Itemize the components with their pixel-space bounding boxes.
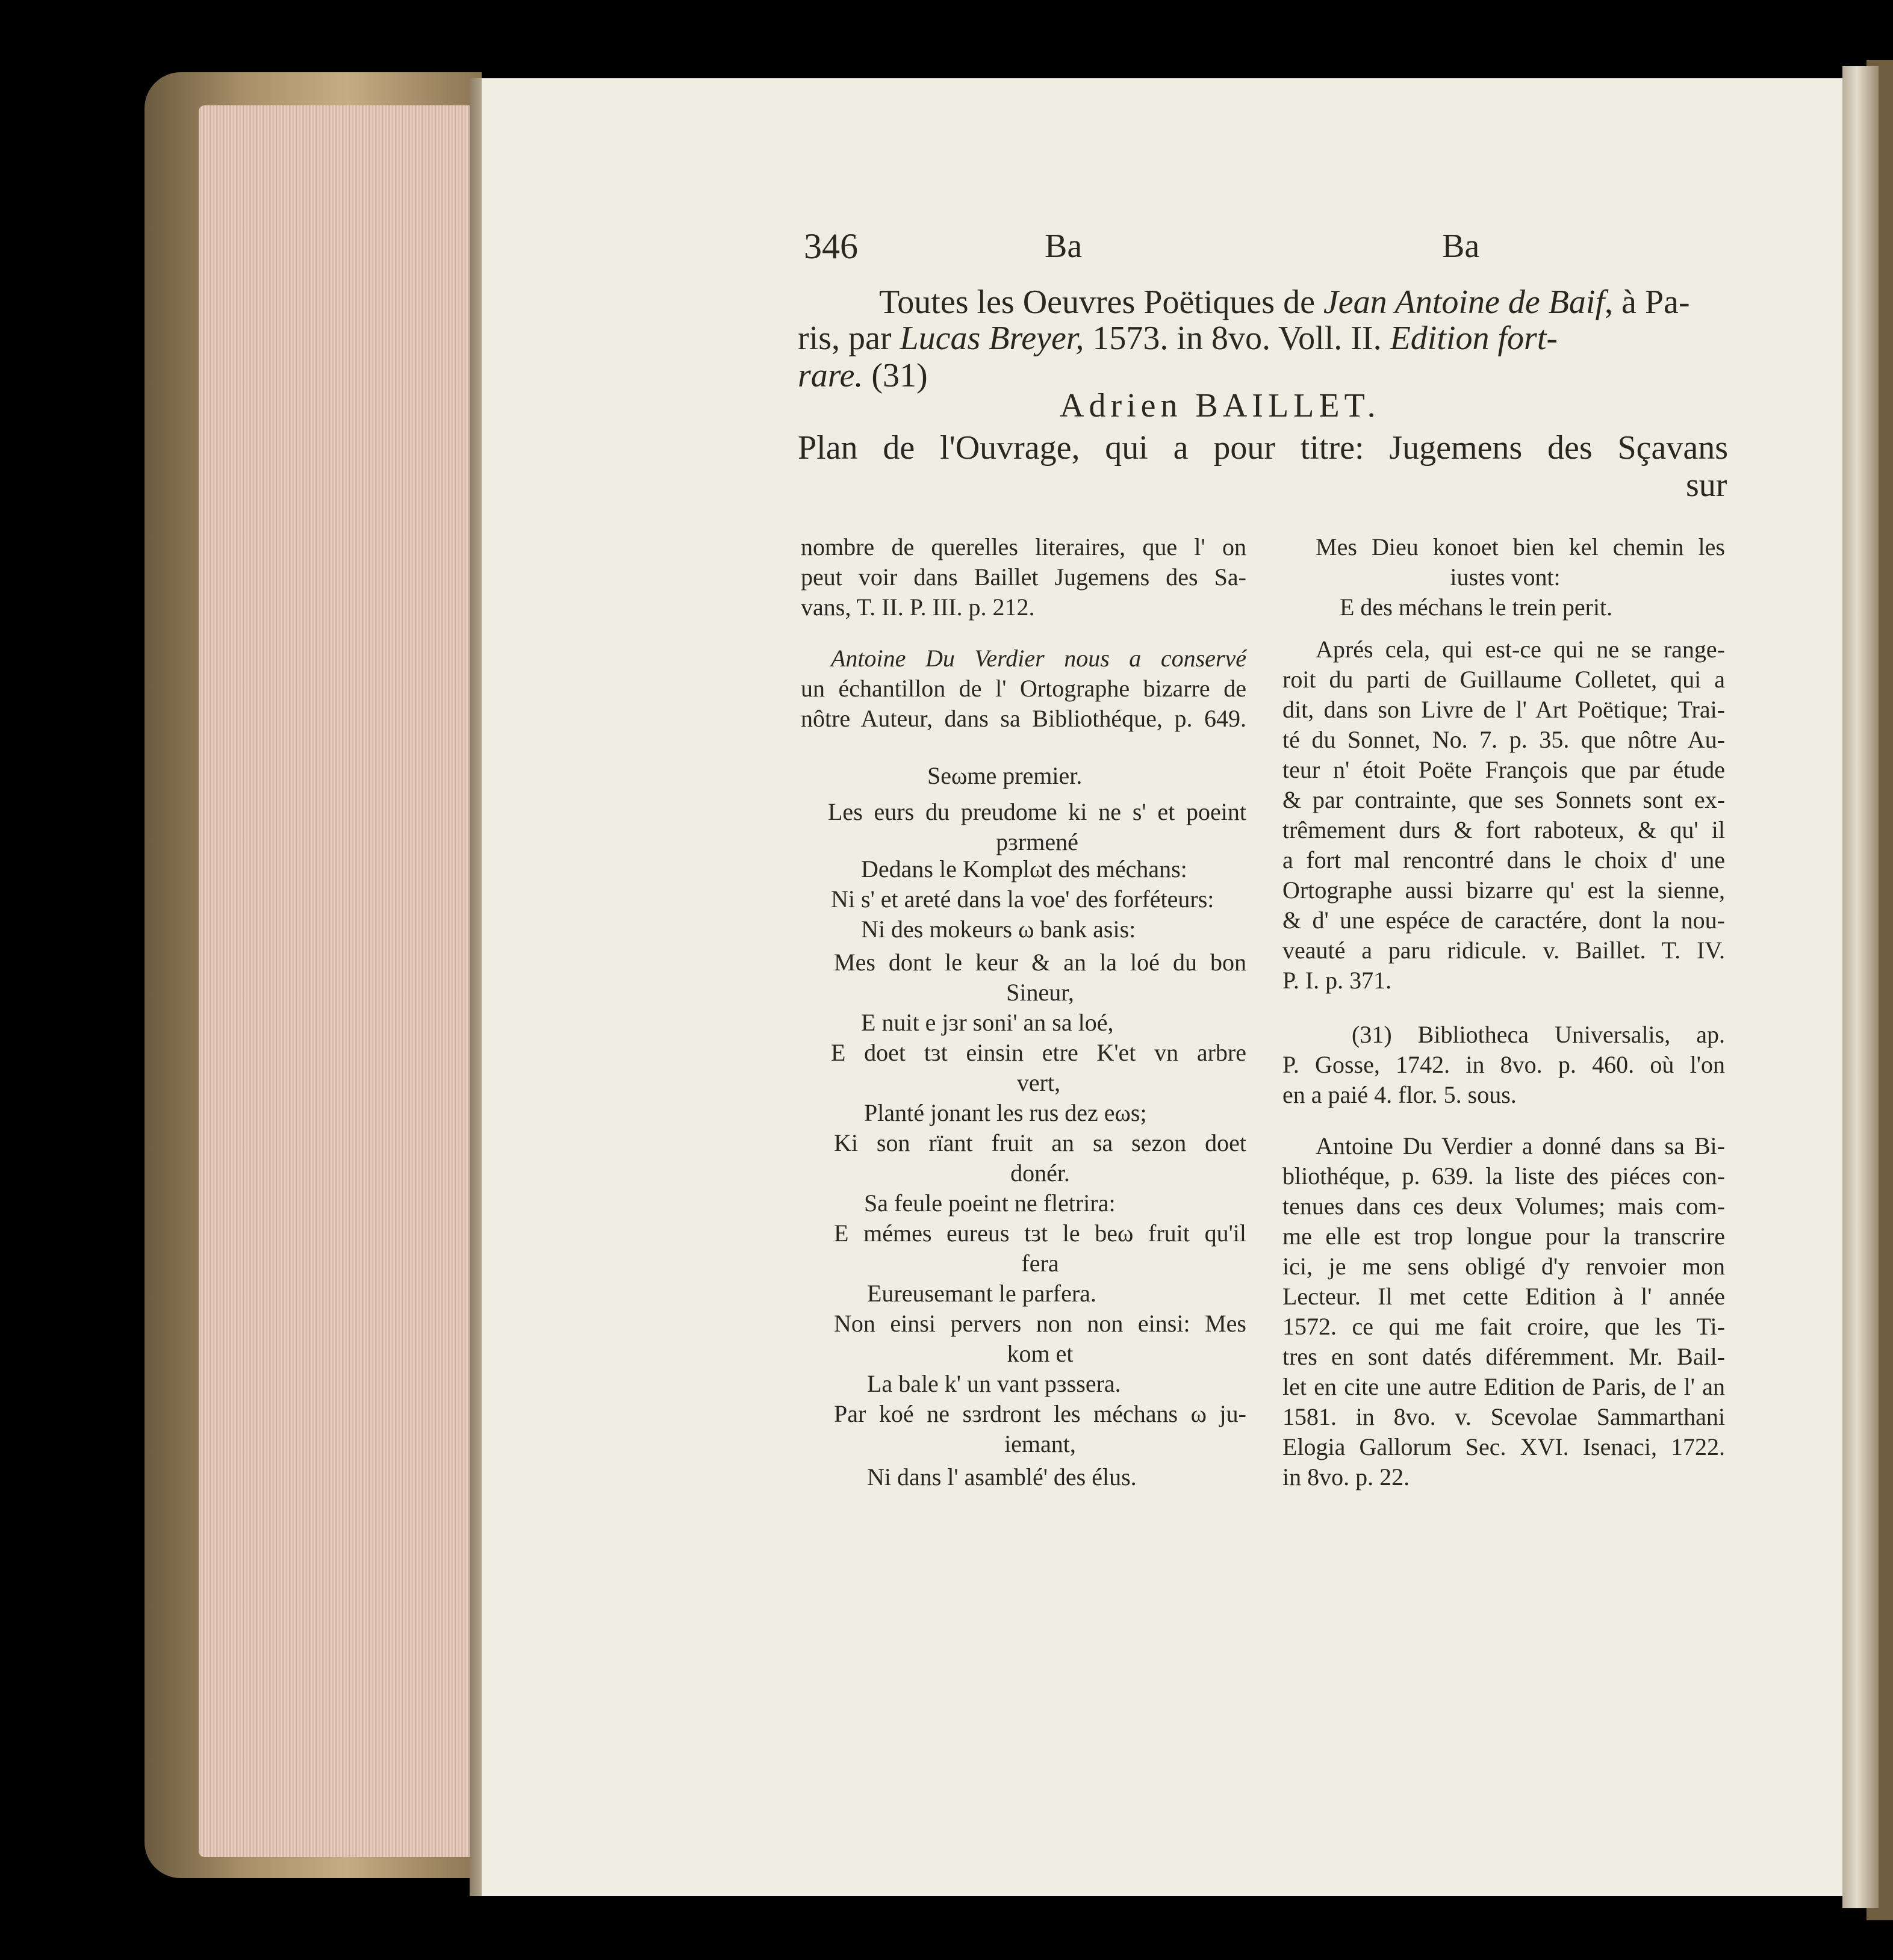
- right-p3-line: (31) Bibliotheca Universalis, ap.: [1352, 1021, 1725, 1048]
- right-p2-line: a fort mal rencontré dans le choix d' une: [1282, 846, 1725, 873]
- right-p4-line: me elle est trop longue pour la transcrire: [1282, 1223, 1725, 1250]
- right-p2-line: P. I. p. 371.: [1282, 967, 1392, 994]
- left-p2-line: nôtre Auteur, dans sa Bibliothéque, p. 649.: [801, 705, 1246, 732]
- right-p2-line: té du Sonnet, No. 7. p. 35. que nôtre Au-: [1282, 726, 1725, 753]
- right-p2-line: trêmement durs & fort raboteux, & qu' il: [1282, 816, 1725, 843]
- plan-line: Plan de l'Ouvrage, qui a pour titre: Jugemens des Sçavans: [798, 429, 1728, 467]
- catchword: sur: [1686, 467, 1727, 504]
- right-p4-line: 1581. in 8vo. v. Scevolae Sammarthani: [1282, 1403, 1725, 1430]
- right-p2-line: Aprés cela, qui est-ce qui ne se range-: [1316, 636, 1725, 663]
- right-p1-line: Mes Dieu konoet bien kel chemin les: [1316, 533, 1725, 560]
- right-p4-line: ici, je me sens obligé d'y renvoier mon: [1282, 1253, 1725, 1280]
- right-p2-line: Ortographe aussi bizarre qu' est la sienne,: [1282, 876, 1725, 904]
- poem-line: Ni s' et areté dans la voe' des forféteurs:: [831, 885, 1214, 913]
- right-p3-line: en a paié 4. flor. 5. sous.: [1282, 1081, 1517, 1108]
- intro-line-2: ris, par Lucas Breyer, 1573. in 8vo. Voll. II. Edition fort-: [798, 320, 1558, 357]
- poem-line: pɜrmené: [996, 828, 1078, 855]
- right-p2-line: roit du parti de Guillaume Colletet, qui a: [1282, 666, 1725, 693]
- poem-title: Seωme premier.: [927, 762, 1083, 789]
- poem-line: Non einsi pervers non non einsi: Mes: [834, 1310, 1246, 1337]
- poem-line: fera: [1021, 1250, 1059, 1277]
- poem-line: Dedans le Komplωt des méchans:: [861, 855, 1187, 882]
- left-p2-line: un échantillon de l' Ortographe bizarre de: [801, 675, 1246, 702]
- poem-line: vert,: [1016, 1069, 1061, 1096]
- right-p2-line: veauté a paru ridicule. v. Baillet. T. IV.: [1282, 937, 1725, 964]
- right-p4-line: let en cite une autre Edition de Paris, de l' an: [1282, 1373, 1725, 1400]
- right-p2-line: & par contrainte, que ses Sonnets sont ex-: [1282, 786, 1725, 813]
- right-p4-line: Lecteur. Il met cette Edition à l' année: [1282, 1283, 1725, 1310]
- right-p3-line: P. Gosse, 1742. in 8vo. p. 460. où l'on: [1282, 1051, 1725, 1078]
- poem-line: Eureusemant le parfera.: [867, 1280, 1096, 1307]
- right-p1-line: iustes vont:: [1450, 563, 1561, 591]
- right-p4-line: Elogia Gallorum Sec. XVI. Isenaci, 1722.: [1282, 1433, 1725, 1460]
- intro-line-3: rare. (31): [798, 357, 928, 394]
- poem-line: kom et: [1007, 1340, 1074, 1367]
- right-p4-line: 1572. ce qui me fait croire, que les Ti-: [1282, 1313, 1725, 1340]
- section-title: Adrien BAILLET.: [1060, 387, 1381, 424]
- left-p2-line: Antoine Du Verdier nous a conservé: [831, 645, 1246, 672]
- poem-line: La bale k' un vant pɜssera.: [867, 1370, 1121, 1397]
- right-p2-line: teur n' étoit Poëte François que par étude: [1282, 756, 1725, 783]
- running-head-right: Ba: [1442, 228, 1480, 265]
- poem-line: Ni dans l' asamblé' des élus.: [867, 1463, 1137, 1490]
- poem-line: Sineur,: [1006, 979, 1074, 1006]
- poem-line: Planté jonant les rus dez eωs;: [864, 1099, 1147, 1126]
- left-p1-line: nombre de querelles literaires, que l' on: [801, 533, 1246, 560]
- poem-line: E mémes eureus tɜt le beω fruit qu'il: [834, 1220, 1246, 1247]
- right-p4-line: tenues dans ces deux Volumes; mais com-: [1282, 1192, 1725, 1220]
- poem-line: donér.: [1010, 1159, 1070, 1186]
- poem-line: E doet tɜt einsin etre K'et vn arbre: [831, 1039, 1246, 1066]
- right-p4-line: in 8vo. p. 22.: [1282, 1463, 1410, 1490]
- poem-line: iemant,: [1004, 1430, 1076, 1457]
- left-p1-line: vans, T. II. P. III. p. 212.: [801, 594, 1035, 621]
- poem-line: Les eurs du preudome ki ne s' et poeint: [828, 798, 1246, 825]
- right-p1-line: E des méchans le trein perit.: [1340, 594, 1613, 621]
- right-p2-line: & d' une espéce de caractére, dont la nou-: [1282, 907, 1725, 934]
- running-head-left: Ba: [1045, 228, 1083, 265]
- poem-line: Ni des mokeurs ω bank asis:: [861, 916, 1136, 943]
- poem-line: Ki son rïant fruit an sa sezon doet: [834, 1129, 1246, 1156]
- facing-page-edge: [1842, 66, 1879, 1908]
- right-p4-line: Antoine Du Verdier a donné dans sa Bi-: [1316, 1132, 1725, 1159]
- left-p1-line: peut voir dans Baillet Jugemens des Sa-: [801, 563, 1246, 591]
- poem-line: Sa feule poeint ne fletrira:: [864, 1189, 1116, 1217]
- intro-line-1: Toutes les Oeuvres Poëtiques de Jean Antoine de Baif, à Pa-: [879, 284, 1690, 321]
- poem-line: Mes dont le keur & an la loé du bon: [834, 949, 1246, 976]
- right-p2-line: dit, dans son Livre de l' Art Poëtique; Trai-: [1282, 696, 1725, 723]
- poem-line: Par koé ne sɜrdront les méchans ω ju-: [834, 1400, 1246, 1427]
- page-number: 346: [804, 226, 858, 266]
- right-p4-line: tres en sont datés diféremment. Mr. Bail-: [1282, 1343, 1725, 1370]
- right-p4-line: bliothéque, p. 639. la liste des piéces con-: [1282, 1162, 1725, 1189]
- poem-line: E nuit e jɜr soni' an sa loé,: [861, 1009, 1114, 1036]
- page-edges: [199, 105, 482, 1857]
